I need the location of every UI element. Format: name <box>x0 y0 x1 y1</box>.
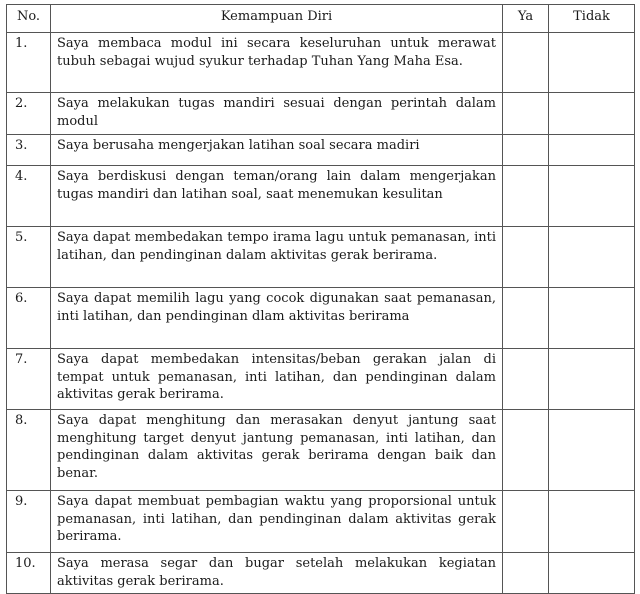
self-assessment-sheet <box>6 4 634 594</box>
yes-checkbox-cell[interactable] <box>503 227 549 288</box>
header-number: No. <box>7 5 51 33</box>
row-number: 6. <box>7 288 51 349</box>
table-row <box>7 135 635 166</box>
no-checkbox-cell[interactable] <box>549 553 635 594</box>
table-row <box>7 553 635 594</box>
no-checkbox-cell[interactable] <box>549 93 635 135</box>
row-number: 3. <box>7 135 51 166</box>
no-checkbox-cell[interactable] <box>549 288 635 349</box>
row-number: 9. <box>7 491 51 553</box>
no-checkbox-cell[interactable] <box>549 227 635 288</box>
yes-checkbox-cell[interactable] <box>503 166 549 227</box>
table-row <box>7 288 635 349</box>
yes-checkbox-cell[interactable] <box>503 288 549 349</box>
yes-checkbox-cell[interactable] <box>503 93 549 135</box>
self-assessment-table <box>6 4 635 594</box>
no-checkbox-cell[interactable] <box>549 33 635 93</box>
row-number: 2. <box>7 93 51 135</box>
table-row <box>7 410 635 491</box>
yes-checkbox-cell[interactable] <box>503 135 549 166</box>
yes-checkbox-cell[interactable] <box>503 491 549 553</box>
no-checkbox-cell[interactable] <box>549 135 635 166</box>
header-yes: Ya <box>503 5 549 33</box>
row-number: 1. <box>7 33 51 93</box>
yes-checkbox-cell[interactable] <box>503 349 549 410</box>
row-statement: Saya dapat membedakan tempo irama lagu untuk pemanasan, inti latihan, dan pendinginan dalam aktivitas gerak berirama. <box>51 227 503 288</box>
table-row <box>7 227 635 288</box>
row-statement: Saya membaca modul ini secara keseluruhan untuk merawat tubuh sebagai wujud syukur terhadap Tuhan Yang Maha Esa. <box>51 33 503 93</box>
no-checkbox-cell[interactable] <box>549 491 635 553</box>
row-statement: Saya dapat membedakan intensitas/beban gerakan jalan di tempat untuk pemanasan, inti latihan, dan pendinginan dalam aktivitas gerak berirama. <box>51 349 503 410</box>
row-statement: Saya berusaha mengerjakan latihan soal secara madiri <box>51 135 503 166</box>
header-no-answer: Tidak <box>549 5 635 33</box>
table-row <box>7 93 635 135</box>
header-ability: Kemampuan Diri <box>51 5 503 33</box>
table-row <box>7 33 635 93</box>
row-statement: Saya melakukan tugas mandiri sesuai dengan perintah dalam modul <box>51 93 503 135</box>
row-statement: Saya dapat memilih lagu yang cocok digunakan saat pemanasan, inti latihan, dan pendinginan dlam aktivitas berirama <box>51 288 503 349</box>
row-number: 7. <box>7 349 51 410</box>
row-number: 8. <box>7 410 51 491</box>
no-checkbox-cell[interactable] <box>549 349 635 410</box>
yes-checkbox-cell[interactable] <box>503 553 549 594</box>
table-row <box>7 166 635 227</box>
row-statement: Saya berdiskusi dengan teman/orang lain dalam mengerjakan tugas mandiri dan latihan soal, saat menemukan kesulitan <box>51 166 503 227</box>
row-number: 5. <box>7 227 51 288</box>
table-row <box>7 491 635 553</box>
row-statement: Saya merasa segar dan bugar setelah melakukan kegiatan aktivitas gerak berirama. <box>51 553 503 594</box>
row-number: 4. <box>7 166 51 227</box>
yes-checkbox-cell[interactable] <box>503 410 549 491</box>
no-checkbox-cell[interactable] <box>549 166 635 227</box>
table-row <box>7 349 635 410</box>
row-number: 10. <box>7 553 51 594</box>
no-checkbox-cell[interactable] <box>549 410 635 491</box>
row-statement: Saya dapat menghitung dan merasakan denyut jantung saat menghitung target denyut jantung pemanasan, inti latihan, dan pendinginan dalam aktivitas gerak berirama dengan baik dan benar. <box>51 410 503 491</box>
table-header-row <box>7 5 635 33</box>
row-statement: Saya dapat membuat pembagian waktu yang proporsional untuk pemanasan, inti latihan, dan pendinginan dalam aktivitas gerak berirama. <box>51 491 503 553</box>
yes-checkbox-cell[interactable] <box>503 33 549 93</box>
